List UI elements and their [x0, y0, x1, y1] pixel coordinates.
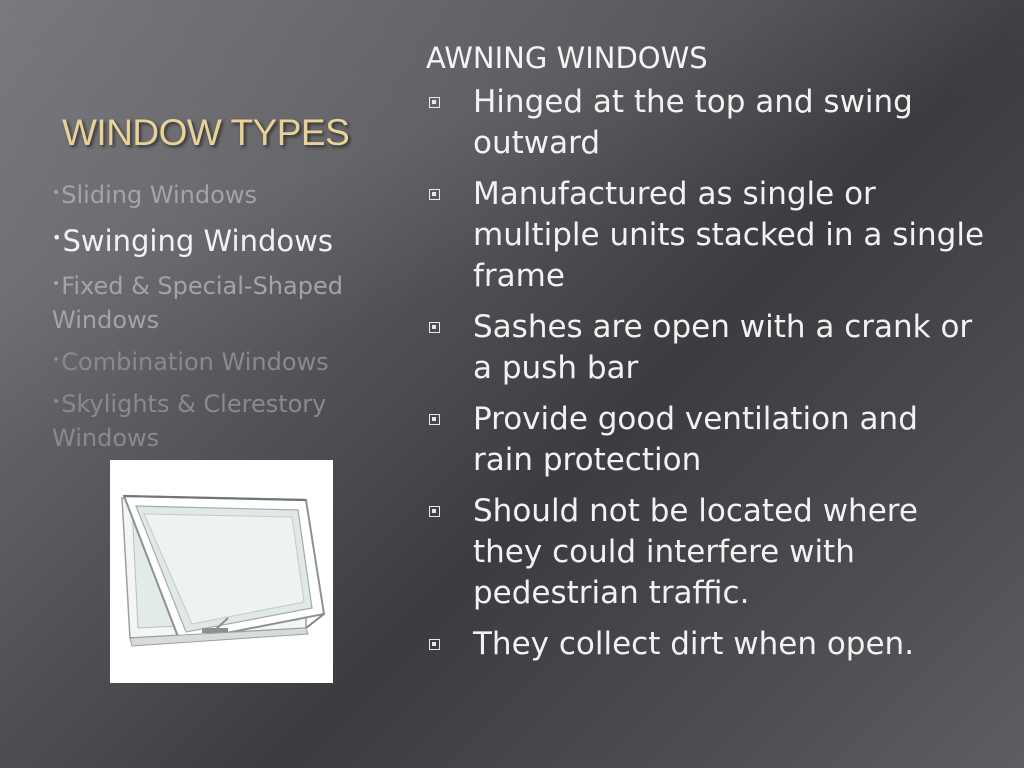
list-item: [426, 82, 986, 164]
bullet-dot: •: [52, 394, 61, 410]
list-item-skylights: [52, 385, 400, 455]
bullet-text: Manufactured as single or multiple units stacked in a single frame: [473, 176, 985, 294]
list-item-sliding: [52, 176, 400, 212]
square-bullet-icon: [429, 414, 440, 425]
list-item: [426, 399, 986, 481]
bullet-text: Hinged at the top and swing outward: [473, 84, 913, 161]
bullet-dot: •: [52, 352, 61, 368]
list-item-fixed: [52, 267, 400, 337]
list-item: [426, 491, 986, 614]
bullet-text: They collect dirt when open.: [473, 626, 915, 662]
square-bullet-icon: [429, 189, 440, 200]
window-types-list: [52, 176, 400, 461]
square-bullet-icon: [429, 506, 440, 517]
bullet-text: Sashes are open with a crank or a push bar: [473, 309, 973, 386]
bullet-dot: •: [52, 228, 62, 247]
awning-window-illustration: [110, 460, 333, 683]
square-bullet-icon: [429, 97, 440, 108]
slide-title: WINDOW TYPES: [62, 112, 350, 153]
bullet-text: Should not be located where they could interfere with pedestrian traffic.: [473, 493, 918, 611]
square-bullet-icon: [429, 322, 440, 333]
bullet-text: Provide good ventilation and rain protection: [473, 401, 918, 478]
bullet-dot: •: [52, 276, 61, 292]
bullet-dot: •: [52, 185, 61, 201]
list-item-label: Sliding Windows: [61, 181, 257, 209]
list-item-label: Skylights & Clerestory Windows: [52, 390, 327, 452]
section-heading: AWNING WINDOWS: [426, 41, 708, 75]
list-item-swinging: [52, 218, 400, 261]
awning-window-image: [110, 460, 333, 683]
list-item-combination: [52, 343, 400, 379]
list-item-label: Combination Windows: [61, 348, 329, 376]
list-item: [426, 307, 986, 389]
content-panel: [426, 38, 986, 675]
list-item-label: Swinging Windows: [62, 224, 333, 258]
list-item-label: Fixed & Special-Shaped Windows: [52, 272, 343, 334]
list-item: [426, 174, 986, 297]
list-item: [426, 624, 986, 665]
square-bullet-icon: [429, 639, 440, 650]
bullet-list: [426, 82, 986, 665]
